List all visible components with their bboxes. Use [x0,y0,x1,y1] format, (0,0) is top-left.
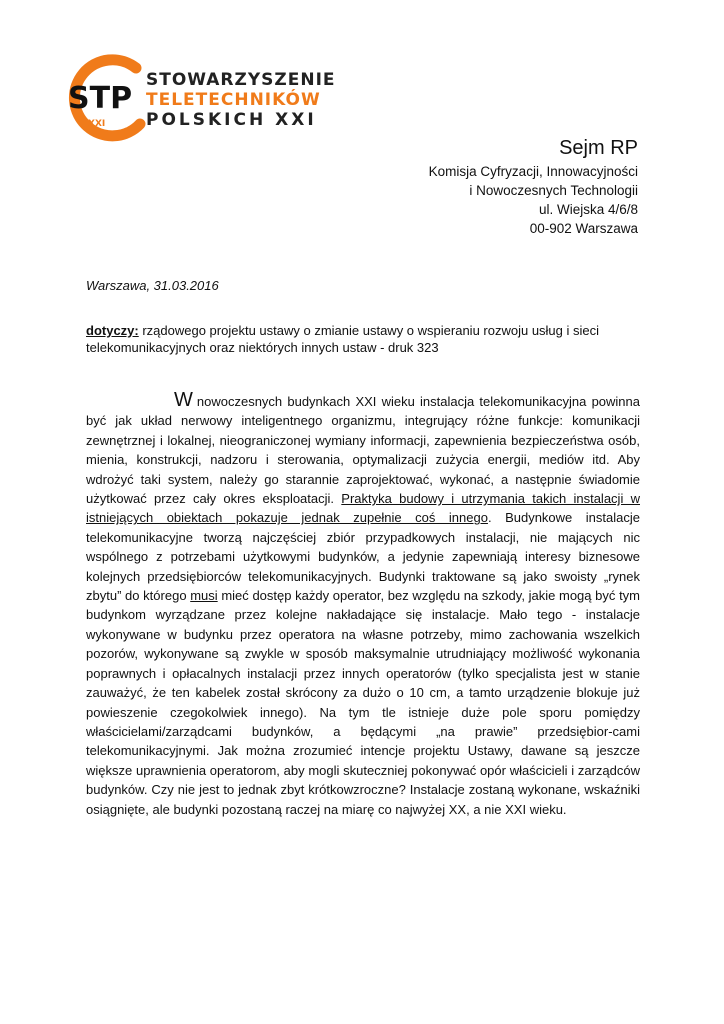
logo-line-1: STOWARZYSZENIE [146,70,336,90]
recipient-name: Sejm RP [559,137,638,159]
logo-line-3: POLSKICH XXI [146,110,317,130]
logo-line-2: TELETECHNIKÓW [146,90,321,110]
body-dropcap: W [174,389,193,411]
logo-roman: XXI [88,119,106,129]
logo-abbr: STP [68,81,133,116]
recipient-address [429,134,638,238]
body-underlined-2: musi [190,588,218,604]
recipient-committee-2: i Nowoczesnych Technologii [469,183,638,198]
letter-body [86,391,640,819]
recipient-street: ul. Wiejska 4/6/8 [538,202,638,217]
stp-emblem [58,54,158,144]
body-part-3: mieć dostęp każdy operator, bez względu na szkody, jakie mogą być tym budynkom wyrządzane przez kolejne nakładające się instalacje. Mało tego - instalacje wykonywane w budynku przez operatora na własne potrzeby, mimo zachowania wszelkich pozorów, wykonywane są zwykle w sposób maksymalnie utrudniający możliwość wykonania poprawnych i opłacalnych instalacji przez innych operatorów (tylko specjalista jest w stanie zauważyć, że ten kabelek został skrócony za dużo o 10 cm, a tamto urządzenie blokuje już powieszenie czegokolwiek innego). Na tym tle istnieje duże pole sporu pomiędzy właścicielami/zarządcami budynków, a będącymi „na prawie” przedsiębior-cami telekomunikacyjnymi. Jak można zrozumieć intencje projektu Ustawy, dawane są jeszcze większe uprawnienia operatorom, aby mogli skuteczniej pokonywać opór właścicieli i zarządców budynków. Czy nie jest to jednak zbyt krótkowzroczne? Instalacje zostaną wykonane, wskaźniki osiągnięte, ale budynki pozostaną raczej na miarę co najwyżej XX, a nie XXI wieku. [86,588,641,817]
body-part-1: nowoczesnych budynkach XXI wieku instalacja telekomunikacyjna powinna być jak układ nerwowy inteligentnego organizmu, integrujący różne funkcje: komunikacji zewnętrznej i lokalnej, nieograniczonej wymiany informacji, zapewnienia bezpieczeństwa osób, mienia, konstrukcji, nadzoru i sterowania, optymalizacji zużycia energii, mediów itd. Aby wdrożyć taki system, należy go starannie zaprojektować, wykonać, a następnie świadomie użytkować przez cały okres eksploatacji. [86,394,640,507]
letter-date: Warszawa, 31.03.2016 [86,278,219,293]
letter-subject [86,322,638,356]
body-part-2: . Budynkowe instalacje telekomunikacyjne tworzą najczęściej zbiór przypadkowych instalacji, nie mających nic wspólnego z potrzebami użytkowymi budynków, a jedynie zapewniają interesy biznesowe kolejnych przedsiębiorców telekomunikacyjnych. Budynki traktowane są jako swoisty „rynek zbytu” do którego [86,510,640,604]
recipient-postal: 00-902 Warszawa [529,221,638,236]
subject-text: rządowego projektu ustawy o zmianie ustawy o wspieraniu rozwoju usług i sieci telekomunikacyjnych oraz niektórych innych ustaw - druk 323 [86,323,600,355]
logo-wordmark [146,70,336,130]
subject-label: dotyczy: [86,323,139,338]
body-underlined-1: Praktyka budowy i utrzymania takich instalacji w istniejących obiektach pokazuje jednak zupełnie coś innego [86,491,640,526]
recipient-committee-1: Komisja Cyfryzacji, Innowacyjności [428,164,638,179]
